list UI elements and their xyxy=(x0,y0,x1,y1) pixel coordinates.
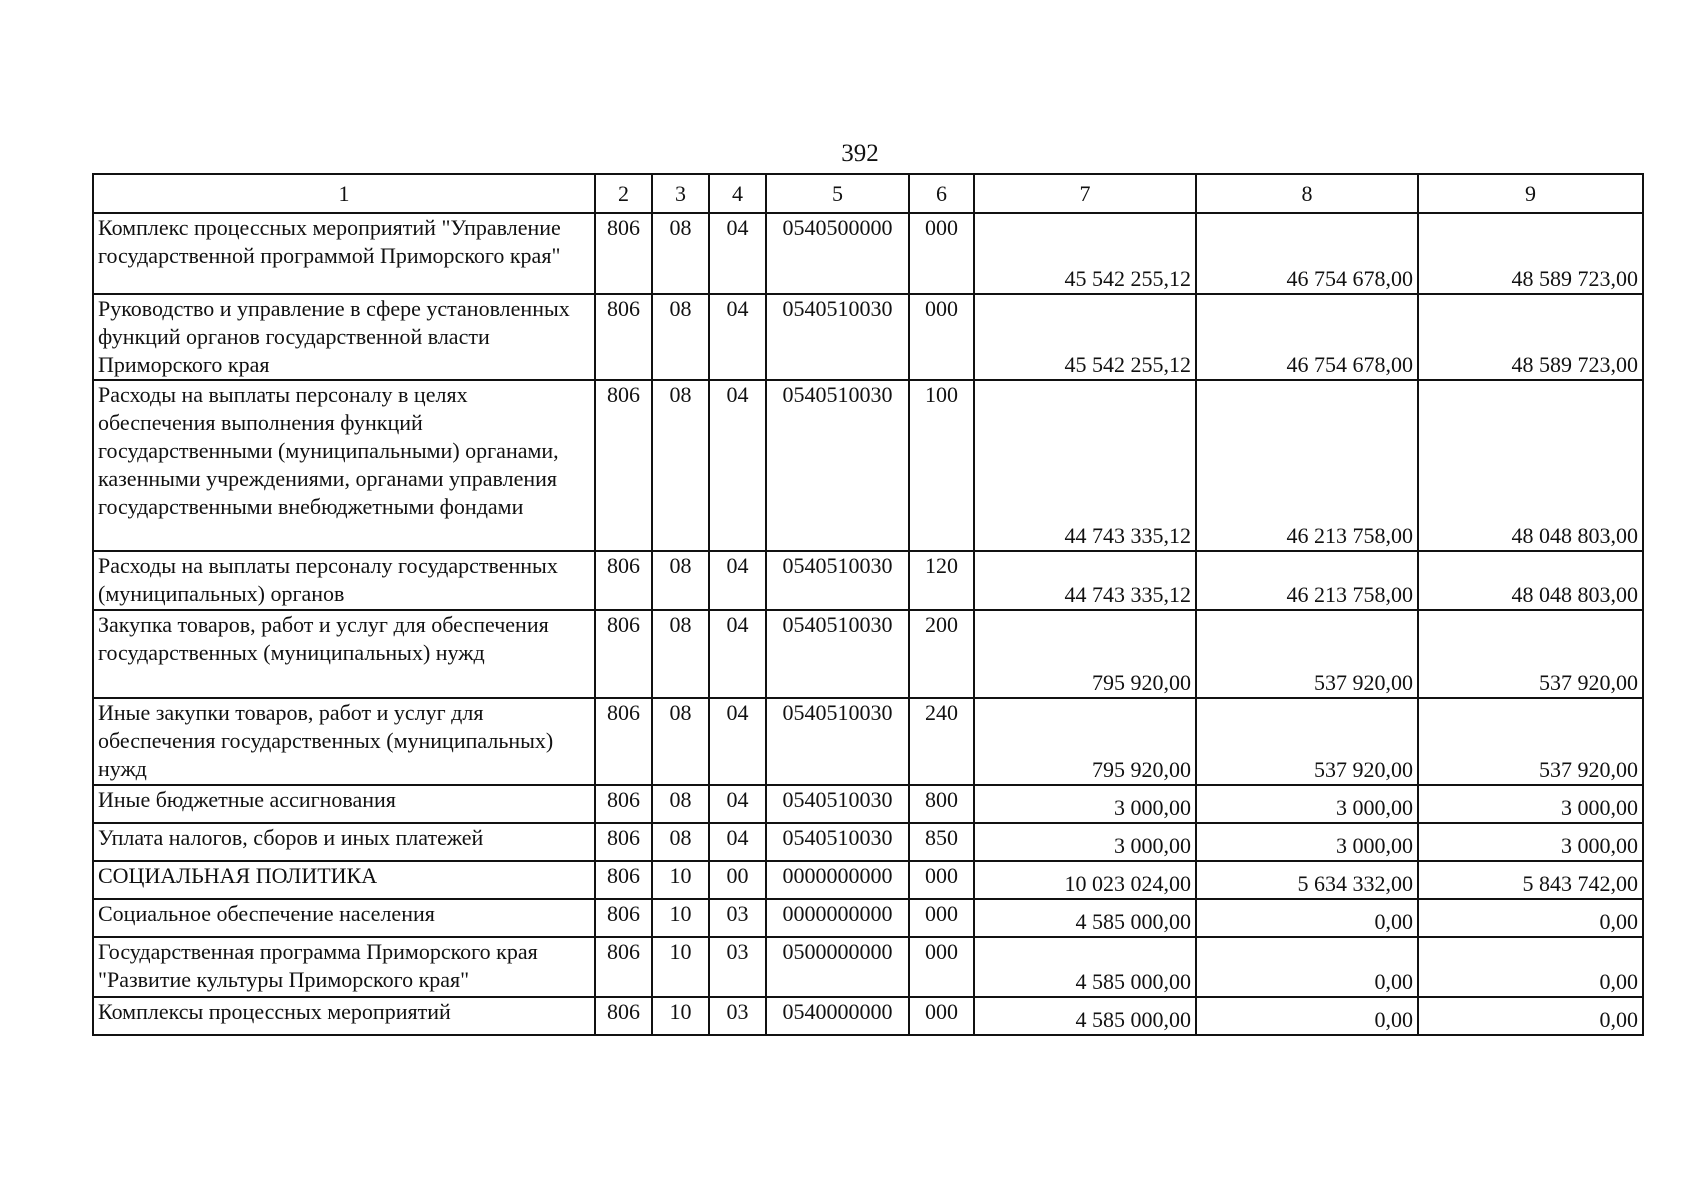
code-expense-type: 000 xyxy=(909,997,974,1035)
code-target: 0000000000 xyxy=(766,861,909,899)
table-row xyxy=(93,294,1643,380)
code-expense-type: 000 xyxy=(909,899,974,937)
code-target: 0540510030 xyxy=(766,380,909,551)
code-ministry: 806 xyxy=(595,937,652,997)
code-section: 08 xyxy=(652,213,709,294)
amount-col8: 537 920,00 xyxy=(1196,698,1418,785)
amount-col7: 44 743 335,12 xyxy=(974,380,1196,551)
code-ministry: 806 xyxy=(595,997,652,1035)
table-row xyxy=(93,213,1643,294)
code-expense-type: 000 xyxy=(909,213,974,294)
code-expense-type: 000 xyxy=(909,861,974,899)
amount-col7: 10 023 024,00 xyxy=(974,861,1196,899)
amount-col8: 5 634 332,00 xyxy=(1196,861,1418,899)
row-name: СОЦИАЛЬНАЯ ПОЛИТИКА xyxy=(93,861,595,899)
code-ministry: 806 xyxy=(595,294,652,380)
code-expense-type: 240 xyxy=(909,698,974,785)
code-ministry: 806 xyxy=(595,380,652,551)
amount-col8: 3 000,00 xyxy=(1196,785,1418,823)
code-expense-type: 850 xyxy=(909,823,974,861)
code-target: 0540000000 xyxy=(766,997,909,1035)
code-section: 08 xyxy=(652,610,709,698)
code-target: 0540510030 xyxy=(766,698,909,785)
code-subsection: 04 xyxy=(709,294,766,380)
amount-col8: 3 000,00 xyxy=(1196,823,1418,861)
code-ministry: 806 xyxy=(595,899,652,937)
code-target: 0540510030 xyxy=(766,785,909,823)
amount-col9: 48 589 723,00 xyxy=(1418,213,1643,294)
amount-col9: 0,00 xyxy=(1418,937,1643,997)
amount-col8: 0,00 xyxy=(1196,899,1418,937)
code-section: 08 xyxy=(652,823,709,861)
row-name: Закупка товаров, работ и услуг для обеспечения государственных (муниципальных) нужд xyxy=(93,610,595,698)
row-name: Социальное обеспечение населения xyxy=(93,899,595,937)
code-ministry: 806 xyxy=(595,551,652,610)
table-row xyxy=(93,997,1643,1035)
table-row xyxy=(93,785,1643,823)
code-section: 08 xyxy=(652,294,709,380)
code-ministry: 806 xyxy=(595,861,652,899)
table-row xyxy=(93,380,1643,551)
row-name: Уплата налогов, сборов и иных платежей xyxy=(93,823,595,861)
code-section: 08 xyxy=(652,380,709,551)
code-expense-type: 000 xyxy=(909,937,974,997)
code-subsection: 04 xyxy=(709,610,766,698)
table-row xyxy=(93,899,1643,937)
amount-col9: 3 000,00 xyxy=(1418,785,1643,823)
code-target: 0540510030 xyxy=(766,610,909,698)
table-row xyxy=(93,861,1643,899)
amount-col7: 795 920,00 xyxy=(974,698,1196,785)
code-expense-type: 200 xyxy=(909,610,974,698)
code-ministry: 806 xyxy=(595,785,652,823)
budget-table xyxy=(92,173,1644,1036)
table-row xyxy=(93,698,1643,785)
amount-col9: 0,00 xyxy=(1418,899,1643,937)
code-ministry: 806 xyxy=(595,610,652,698)
column-header: 4 xyxy=(709,174,766,213)
column-header: 1 xyxy=(93,174,595,213)
amount-col9: 48 048 803,00 xyxy=(1418,551,1643,610)
table-row xyxy=(93,610,1643,698)
code-target: 0000000000 xyxy=(766,899,909,937)
amount-col7: 45 542 255,12 xyxy=(974,294,1196,380)
header-row xyxy=(93,174,1643,213)
amount-col8: 46 213 758,00 xyxy=(1196,380,1418,551)
code-section: 10 xyxy=(652,937,709,997)
amount-col9: 3 000,00 xyxy=(1418,823,1643,861)
row-name: Иные закупки товаров, работ и услуг для обеспечения государственных (муниципальных) нужд xyxy=(93,698,595,785)
row-name: Расходы на выплаты персоналу в целях обеспечения выполнения функций государственными (муниципальными) органами, казенными учреждениями, органами управления государственными внебюджетными фондами xyxy=(93,380,595,551)
code-subsection: 04 xyxy=(709,380,766,551)
code-target: 0540510030 xyxy=(766,823,909,861)
code-subsection: 00 xyxy=(709,861,766,899)
column-header: 8 xyxy=(1196,174,1418,213)
amount-col9: 0,00 xyxy=(1418,997,1643,1035)
amount-col7: 45 542 255,12 xyxy=(974,213,1196,294)
code-section: 08 xyxy=(652,698,709,785)
amount-col8: 537 920,00 xyxy=(1196,610,1418,698)
code-subsection: 04 xyxy=(709,785,766,823)
amount-col8: 0,00 xyxy=(1196,937,1418,997)
code-ministry: 806 xyxy=(595,213,652,294)
amount-col8: 46 754 678,00 xyxy=(1196,213,1418,294)
amount-col7: 3 000,00 xyxy=(974,823,1196,861)
code-expense-type: 100 xyxy=(909,380,974,551)
table-row xyxy=(93,551,1643,610)
code-section: 10 xyxy=(652,861,709,899)
amount-col7: 44 743 335,12 xyxy=(974,551,1196,610)
column-header: 6 xyxy=(909,174,974,213)
amount-col9: 48 048 803,00 xyxy=(1418,380,1643,551)
code-expense-type: 000 xyxy=(909,294,974,380)
code-subsection: 03 xyxy=(709,899,766,937)
code-section: 10 xyxy=(652,899,709,937)
amount-col7: 4 585 000,00 xyxy=(974,997,1196,1035)
code-ministry: 806 xyxy=(595,823,652,861)
column-header: 7 xyxy=(974,174,1196,213)
code-subsection: 04 xyxy=(709,213,766,294)
row-name: Государственная программа Приморского края "Развитие культуры Приморского края" xyxy=(93,937,595,997)
code-subsection: 03 xyxy=(709,937,766,997)
code-expense-type: 800 xyxy=(909,785,974,823)
amount-col8: 46 213 758,00 xyxy=(1196,551,1418,610)
amount-col9: 537 920,00 xyxy=(1418,698,1643,785)
code-section: 10 xyxy=(652,997,709,1035)
amount-col7: 3 000,00 xyxy=(974,785,1196,823)
code-target: 0540500000 xyxy=(766,213,909,294)
amount-col7: 4 585 000,00 xyxy=(974,899,1196,937)
code-subsection: 03 xyxy=(709,997,766,1035)
row-name: Иные бюджетные ассигнования xyxy=(93,785,595,823)
column-header: 2 xyxy=(595,174,652,213)
code-target: 0540510030 xyxy=(766,551,909,610)
row-name: Руководство и управление в сфере установленных функций органов государственной власти Приморского края xyxy=(93,294,595,380)
amount-col7: 795 920,00 xyxy=(974,610,1196,698)
column-header: 3 xyxy=(652,174,709,213)
table-row xyxy=(93,937,1643,997)
row-name: Комплекс процессных мероприятий "Управление государственной программой Приморского края" xyxy=(93,213,595,294)
amount-col9: 5 843 742,00 xyxy=(1418,861,1643,899)
code-subsection: 04 xyxy=(709,551,766,610)
code-target: 0540510030 xyxy=(766,294,909,380)
code-subsection: 04 xyxy=(709,698,766,785)
row-name: Комплексы процессных мероприятий xyxy=(93,997,595,1035)
table-row xyxy=(93,823,1643,861)
amount-col9: 48 589 723,00 xyxy=(1418,294,1643,380)
code-ministry: 806 xyxy=(595,698,652,785)
amount-col9: 537 920,00 xyxy=(1418,610,1643,698)
code-subsection: 04 xyxy=(709,823,766,861)
code-target: 0500000000 xyxy=(766,937,909,997)
page-number: 392 xyxy=(841,140,879,167)
amount-col8: 0,00 xyxy=(1196,997,1418,1035)
amount-col8: 46 754 678,00 xyxy=(1196,294,1418,380)
code-section: 08 xyxy=(652,785,709,823)
column-header: 9 xyxy=(1418,174,1643,213)
code-expense-type: 120 xyxy=(909,551,974,610)
amount-col7: 4 585 000,00 xyxy=(974,937,1196,997)
row-name: Расходы на выплаты персоналу государственных (муниципальных) органов xyxy=(93,551,595,610)
column-header: 5 xyxy=(766,174,909,213)
code-section: 08 xyxy=(652,551,709,610)
